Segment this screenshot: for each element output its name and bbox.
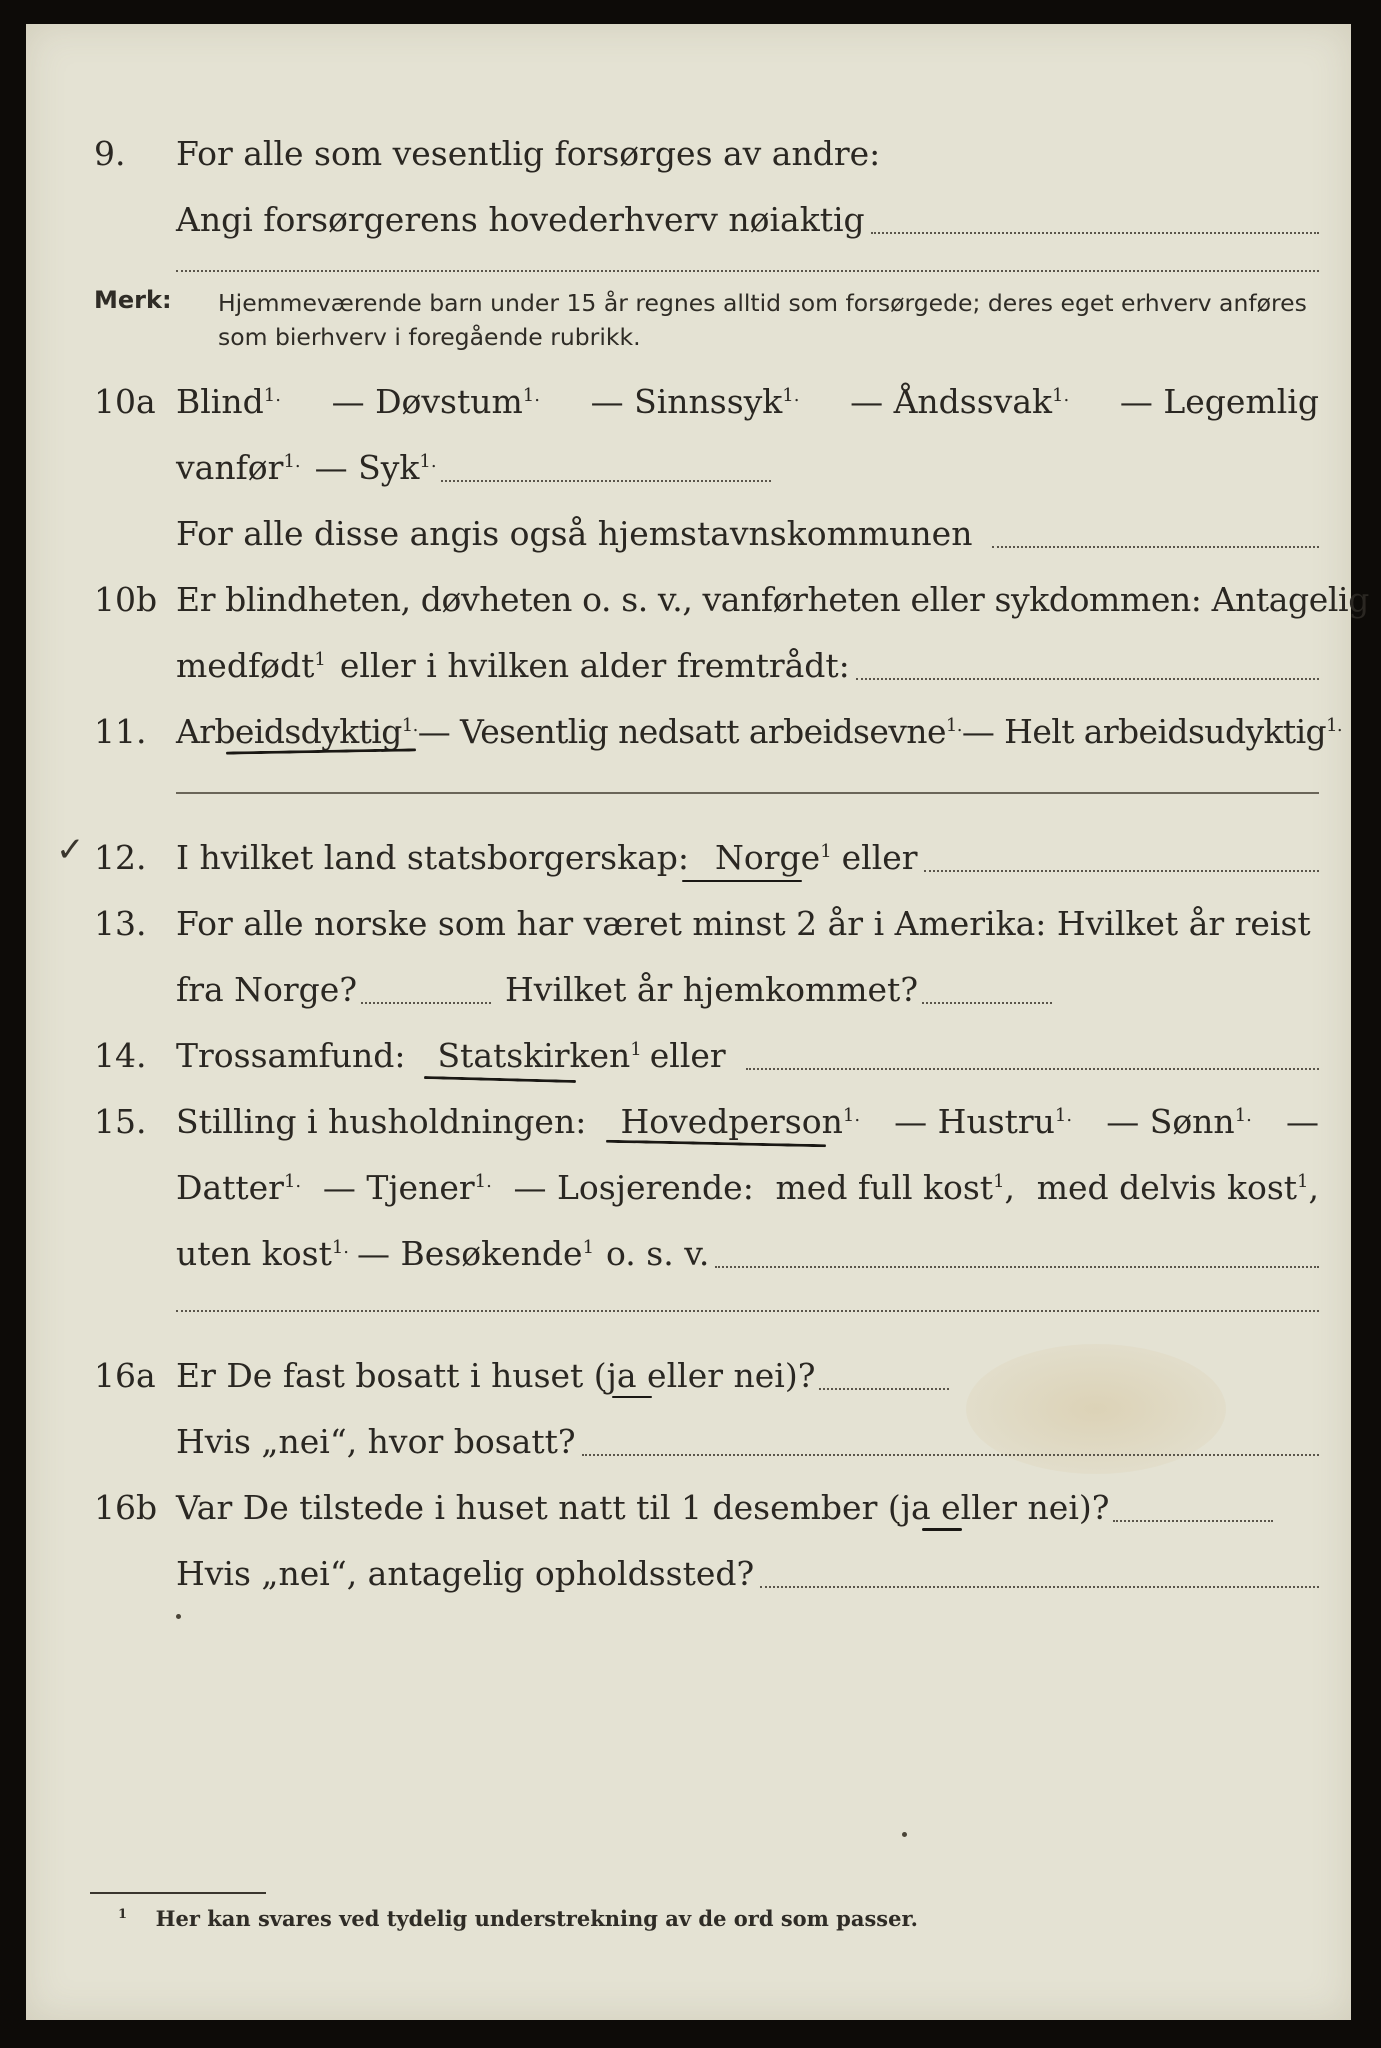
question-text: Trossamfund: [176,1036,406,1075]
question-text: Er De fast bosatt i huset (ja eller nei)? [176,1356,816,1395]
answer-field[interactable] [992,546,1319,548]
question-text: For alle som vesentlig forsørges av andre: [176,134,881,173]
footnote [118,1906,918,1931]
answer-field[interactable] [746,1068,1319,1070]
option-andssvak: — Åndssvak$^{1.}$ [850,382,1070,421]
question-number: 13. [94,904,147,943]
option-losjerende: — Losjerende: [513,1168,754,1207]
question-text: eller i hvilken alder fremtrådt: [339,646,850,685]
question-text: o. s. v. [606,1234,710,1273]
question-number: 11. [94,712,147,751]
answer-field[interactable] [441,480,771,482]
option-sonn: — Sønn$^{1.}$ [1106,1102,1252,1141]
answer-field[interactable] [871,232,1319,234]
ink-speck [176,1614,181,1619]
option-eller: eller [841,838,918,877]
note-label: Merk: [94,286,172,314]
question-9-line-2 [26,194,1351,246]
option-sinnssyk: — Sinnssyk$^{1.}$ [590,382,800,421]
option-datter: Datter$^{1.}$ [176,1168,302,1207]
question-13-line-1 [26,898,1351,950]
question-12 [26,832,1351,884]
question-16b-line-1 [26,1482,1351,1534]
question-number: 10b [94,580,158,619]
question-number: 16a [94,1356,156,1395]
answer-field-reist[interactable] [361,1002,491,1004]
question-number: 16b [94,1488,158,1527]
answer-line[interactable] [176,1310,1319,1312]
option-medfodt: medfødt$^1$ [176,646,326,685]
check-icon: ✓ [56,830,85,870]
question-11 [26,706,1351,758]
option-arbeidsdyktig: Arbeidsdyktig$^{1.}$ [176,712,418,751]
option-tjener: — Tjener$^{1.}$ [322,1168,492,1207]
option-syk: — Syk$^{1.}$ [314,448,437,487]
question-10a-line-2 [26,442,1351,494]
option-nedsatt-arbeidsevne: — Vesentlig nedsatt arbeidsevne$^{1.}$ [417,712,962,751]
question-number: 12. [94,838,147,877]
ink-speck [902,1832,907,1837]
footnote-mark: 1 [118,1907,128,1922]
option-vanfor: vanfør$^{1.}$ [176,448,301,487]
census-form-page [26,24,1369,2020]
option-dovstum: — Døvstum$^{1.}$ [331,382,540,421]
question-number: 10a [94,382,156,421]
answer-line[interactable] [176,792,1319,794]
question-10b-line-2 [26,640,1351,692]
footnote-rule [90,1892,266,1894]
answer-field[interactable] [1113,1520,1273,1522]
handwritten-underline [682,880,802,882]
question-text: For alle disse angis også hjemstavnskommunen [176,514,973,553]
question-number: 9. [94,134,126,173]
question-9-line-1 [26,128,1351,180]
answer-field[interactable] [582,1454,1319,1456]
question-14 [26,1030,1351,1082]
question-text: Var De tilstede i huset natt til 1 desember (ja eller nei)? [176,1488,1110,1527]
question-16a-line-1 [26,1350,1351,1402]
footnote-text: Her kan svares ved tydelig understrekning av de ord som passer. [155,1906,918,1931]
option-statskirken: Statskirken$^1$ [437,1036,642,1075]
question-15-line-3 [26,1228,1351,1280]
answer-field[interactable] [760,1586,1319,1588]
question-10b-line-1 [26,574,1369,626]
question-10a-line-3 [26,508,1351,560]
question-text: Hvis „nei“, hvor bosatt? [176,1422,576,1461]
question-15-line-2 [26,1162,1351,1214]
option-blind: Blind$^{1.}$ [176,382,281,421]
question-15-line-1: 15. Stilling i husholdningen: Hovedperson$^{1.}$ — Hustru$^{1.}$ — Sønn$^{1.}$ — [26,1096,1351,1148]
question-text: Er blindheten, døvheten o. s. v., vanførheten eller sykdommen: Antagelig [176,580,1369,619]
question-16a-line-2 [26,1416,1351,1468]
option-hustru: — Hustru$^{1.}$ [894,1102,1073,1141]
option-arbeidsudyktig: — Helt arbeidsudyktig$^{1.}$ [961,712,1343,751]
question-number: 14. [94,1036,147,1075]
answer-field-hjemkommet[interactable] [922,1002,1052,1004]
option-uten-kost: uten kost$^{1.}$ [176,1234,350,1273]
question-text: For alle norske som har været minst 2 år i Amerika: Hvilket år reist [176,904,1311,943]
answer-field[interactable] [856,678,1319,680]
question-16b-line-2 [26,1548,1351,1600]
question-text: Hvilket år hjemkommet? [505,970,919,1009]
question-10a-line-1 [26,376,1351,428]
question-number: 15. [94,1102,147,1141]
answer-line[interactable] [176,270,1319,272]
answer-field[interactable] [924,870,1319,872]
note-text: Hjemmeværende barn under 15 år regnes alltid som forsørgede; deres eget erhverv anføres som bierhverv i foregående rubrikk. [218,289,1307,351]
question-text: Hvis „nei“, antagelig opholdssted? [176,1554,755,1593]
option-eller: eller [649,1036,726,1075]
handwritten-underline [612,1396,652,1398]
option-delvis-kost: med delvis kost$^1$, [1036,1168,1319,1207]
handwritten-underline [922,1528,962,1531]
answer-field[interactable] [819,1388,949,1390]
question-text: fra Norge? [176,970,358,1009]
answer-field[interactable] [715,1266,1319,1268]
question-text: Stilling i husholdningen: [176,1102,587,1141]
question-13-line-2 [26,964,1351,1016]
option-norge: Norge$^1$ [715,838,832,877]
option-legemlig: — Legemlig [1119,382,1319,421]
question-text: I hvilket land statsborgerskap: [176,838,690,877]
option-hovedperson: Hovedperson$^{1.}$ [620,1102,861,1141]
question-text: Angi forsørgerens hovederhverv nøiaktig [176,200,865,239]
option-full-kost: med full kost$^1$, [775,1168,1016,1207]
option-besokende: — Besøkende$^1$ [357,1234,595,1273]
